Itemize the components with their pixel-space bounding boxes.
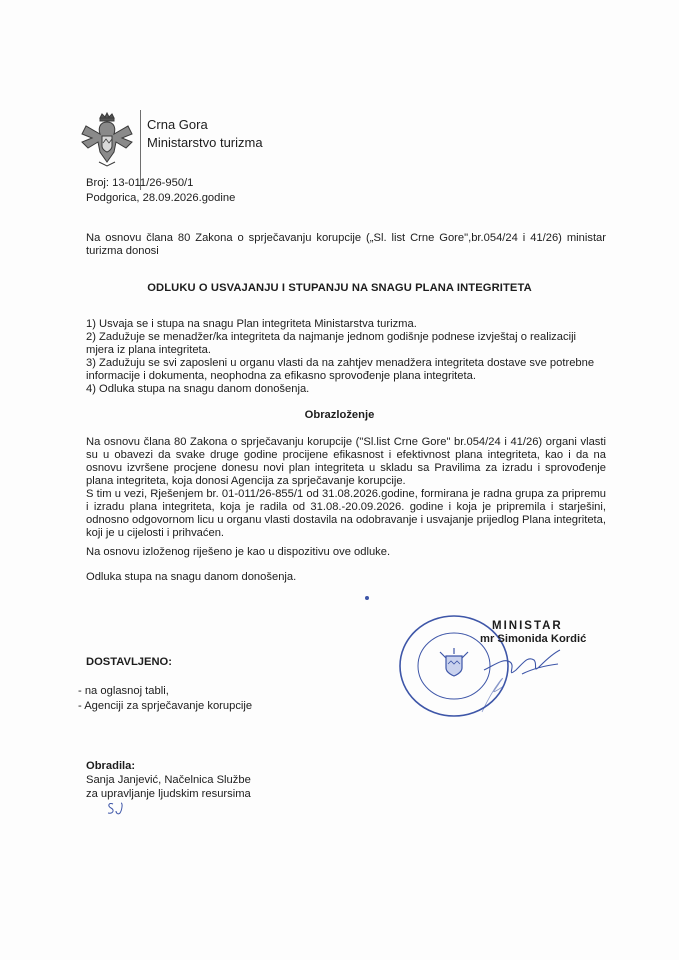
prepared-by-block bbox=[86, 759, 251, 801]
decision-item: 1) Usvaja se i stupa na snagu Plan integriteta Ministarstva turizma. bbox=[86, 318, 417, 330]
closing-statement: Na osnovu izloženog riješeno je kao u dispozitivu ove odluke. bbox=[86, 546, 391, 558]
header-ministry: Ministarstvo turizma bbox=[147, 135, 263, 150]
reasoning-paragraph: Na osnovu člana 80 Zakona o sprječavanju korupcije ("Sl.list Crne Gore" br.054/24 i 41/26) organi vlasti su u obavezi da svake druge godine procijene efikasnost i efektivnost plana integriteta, kao i da na osnovu izvršene procjene donesu novi plan integriteta u skladu sa Pravilima za izradu i sprovođenje plana integriteta, koja donosi Agencija za sprječavanje korupcije. bbox=[86, 436, 606, 487]
ink-dot bbox=[365, 596, 369, 600]
prepared-by-name: Sanja Janjević, Načelnica Službe bbox=[86, 774, 251, 786]
decision-title: ODLUKU O USVAJANJU I STUPANJU NA SNAGU PLANA INTEGRITETA bbox=[147, 282, 532, 294]
delivered-item: - na oglasnoj tabli, bbox=[78, 685, 169, 697]
signatory-title: MINISTAR bbox=[492, 620, 563, 632]
header-country: Crna Gora bbox=[147, 117, 208, 132]
reasoning-title: Obrazloženje bbox=[304, 409, 375, 421]
decision-item: 2) Zadužuje se menadžer/ka integriteta da najmanje jednom godišnje podnese izvještaj o realizaciji mjera iz plana integriteta. bbox=[86, 331, 577, 356]
delivered-title: DOSTAVLJENO: bbox=[86, 656, 172, 668]
signatory-name: mr Simonida Kordić bbox=[480, 633, 587, 645]
header-institution bbox=[147, 116, 263, 152]
reasoning-body bbox=[86, 436, 606, 540]
prepared-by-department: za upravljanje ljudskim resursima bbox=[86, 788, 251, 800]
delivered-list bbox=[78, 684, 252, 714]
reference-block bbox=[86, 176, 235, 206]
decision-item: 4) Odluka stupa na snagu danom donošenja. bbox=[86, 383, 310, 395]
decision-item: 3) Zadužuju se svi zaposleni u organu vlasti da na zahtjev menadžera integriteta dostave sve potrebne informacije i dokumenta, neophodna za efikasno sprovođenje plana integriteta. bbox=[86, 357, 595, 382]
reference-number: Broj: 13-011/26-950/1 bbox=[86, 177, 194, 189]
coat-of-arms-icon bbox=[78, 112, 136, 168]
handwritten-initials-icon bbox=[105, 800, 129, 816]
delivered-item: - Agenciji za sprječavanje korupcije bbox=[78, 700, 253, 712]
intro-paragraph: Na osnovu člana 80 Zakona o sprječavanju korupcije („Sl. list Crne Gore",br.054/24 i 41/26) ministar turizma donosi bbox=[86, 232, 606, 257]
prepared-by-label: Obradila: bbox=[86, 760, 136, 772]
closing-effective: Odluka stupa na snagu danom donošenja. bbox=[86, 571, 297, 583]
handwritten-signature-icon bbox=[482, 640, 562, 690]
reasoning-paragraph: S tim u vezi, Rješenjem br. 01-011/26-855/1 od 31.08.2026.godine, formirana je radna grupa za pripremu i izradu plana integriteta, koja je radila od 31.08.-20.09.2026. godine i koja je pripremila i starješini, odnosno odgovornom licu u organu vlasti dostavila na odobravanje i usvajanje prijedlog Plana integriteta, koji je u cijelosti i prihvaćen. bbox=[86, 488, 606, 539]
decision-items bbox=[86, 318, 601, 396]
reference-place-date: Podgorica, 28.09.2026.godine bbox=[86, 192, 236, 204]
